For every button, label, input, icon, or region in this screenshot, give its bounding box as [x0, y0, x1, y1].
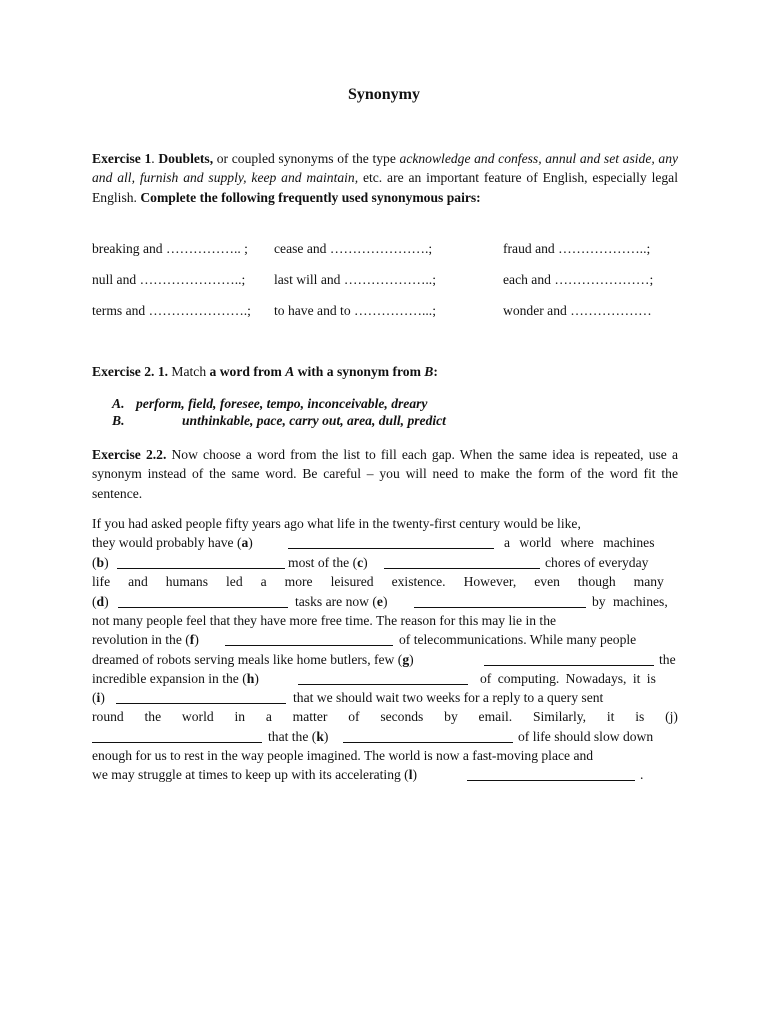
passage-line: they would probably have (a) [92, 535, 253, 550]
page-title: Synonymy [347, 86, 421, 103]
passage-line: of life should slow down [518, 729, 654, 744]
passage-line: that the (k) [268, 729, 329, 744]
pair-cell: terms and ………………….; [92, 303, 251, 318]
pair-cell: cease and ………………….; [274, 241, 433, 256]
gap-l-blank[interactable] [467, 768, 635, 781]
passage-line: most of the (c) [288, 555, 368, 570]
passage-line: dreamed of robots serving meals like home butlers, few (g) [92, 652, 414, 667]
gap-j-blank[interactable] [92, 730, 262, 743]
gap-k-blank[interactable] [343, 730, 513, 743]
gap-i-blank[interactable] [116, 691, 286, 704]
passage-line: . [640, 767, 644, 782]
pair-cell: last will and ………………..; [274, 272, 436, 287]
passage-line: the [659, 652, 676, 667]
passage-line: (d) [92, 594, 109, 609]
passage-line: chores of everyday [545, 555, 649, 570]
doublets-term: Doublets, [158, 151, 214, 166]
passage-line: we may struggle at times to keep up with its accelerating (l) [92, 767, 418, 782]
passage-line: round the world in a matter of seconds by email. Similarly, it is (j) [92, 709, 678, 724]
gap-b-blank[interactable] [117, 556, 285, 569]
pair-cell: each and …………………; [503, 272, 654, 287]
passage-line: not many people feel that they have more free time. The reason for this may lie in the [92, 613, 557, 628]
pair-cell: breaking and …………….. ; [92, 241, 248, 256]
passage-line: life and humans led a more leisured existence. However, even though many [92, 574, 664, 589]
exercise-1-instruction: Complete the following frequently used synonymous pairs: [140, 189, 481, 205]
passage-line: a world where machines [504, 535, 655, 550]
gap-g-blank[interactable] [484, 653, 654, 666]
passage-line: that we should wait two weeks for a reply to a query sent [293, 690, 604, 705]
gap-e-blank[interactable] [414, 595, 586, 608]
passage-line: (b) [92, 555, 109, 570]
passage-line: revolution in the (f) [92, 632, 199, 647]
exercise-2-2-label: Exercise 2.2. [92, 447, 167, 462]
doublet-examples: acknowledge and confess, annul and set aside, any and all, furnish and supply, keep and maintain, [92, 151, 679, 186]
pair-cell: wonder and ……………… [503, 303, 652, 318]
passage-line: enough for us to rest in the way people imagined. The world is now a fast-moving place and [92, 748, 594, 763]
passage-line: (i) [92, 690, 105, 705]
pair-cell: null and …………………..; [92, 272, 246, 287]
exercise-1-label: Exercise 1 [92, 151, 152, 166]
passage-line: by machines, [592, 594, 668, 609]
gap-c-blank[interactable] [384, 556, 540, 569]
pair-cell: to have and to ……………...; [274, 303, 436, 318]
list-a-words: perform, field, foresee, tempo, inconceivable, dreary [136, 396, 428, 411]
list-b: B. unthinkable, pace, carry out, area, dull, predict [112, 413, 446, 428]
passage-line: incredible expansion in the (h) [92, 671, 259, 686]
gap-h-blank[interactable] [298, 672, 468, 685]
pair-cell: fraud and ………………..; [503, 241, 651, 256]
gap-f-blank[interactable] [225, 633, 393, 646]
gap-d-blank[interactable] [118, 595, 288, 608]
exercise-1-intro: Exercise 1. Doublets, or coupled synonyms of the type acknowledge and confess, annul and set aside, any and all, furnish and supply, keep and maintain, etc. are an important feature of English, especially legal English. Complete the following frequently used synonymous pairs: [92, 151, 679, 205]
passage-line: of telecommunications. While many people [399, 632, 637, 647]
passage-line: tasks are now (e) [295, 594, 388, 609]
exercise-2-1-heading: Exercise 2. 1. Match a word from A with a synonym from B: [92, 364, 438, 379]
passage-line: of computing. Nowadays, it is [480, 671, 656, 686]
gap-a-blank[interactable] [288, 536, 494, 549]
passage-line: If you had asked people fifty years ago what life in the twenty-first century would be like, [92, 516, 581, 531]
exercise-2-2-instructions: Exercise 2.2. Now choose a word from the list to fill each gap. When the same idea is repeated, use a synonym instead of the same word. Be careful – you will need to make the form of the word fit the sentence. [92, 447, 678, 501]
list-b-words: unthinkable, pace, carry out, area, dull, predict [182, 413, 446, 428]
list-a: A. perform, field, foresee, tempo, inconceivable, dreary [112, 396, 428, 411]
